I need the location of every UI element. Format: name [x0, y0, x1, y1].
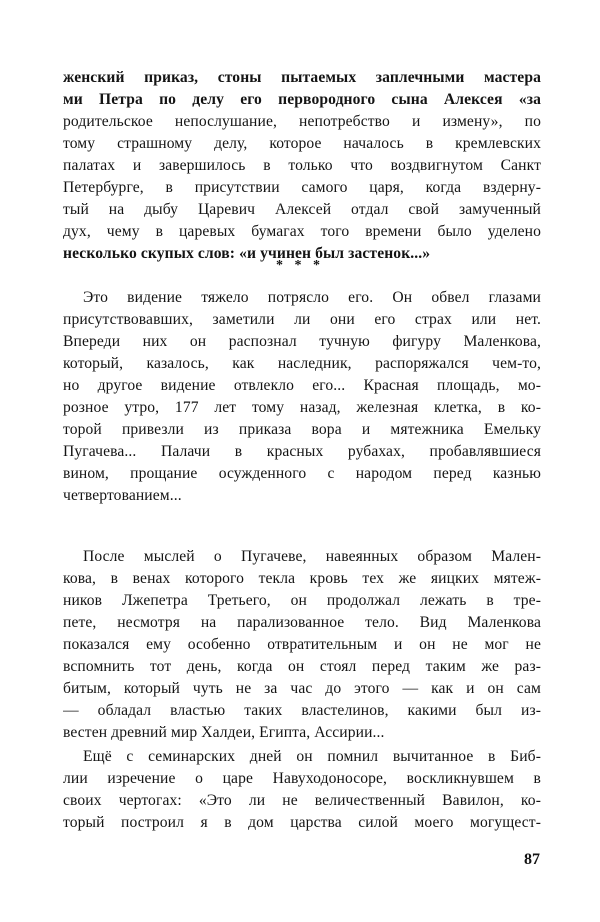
text-line: но другое видение отвлекло его... Красная площадь, мо- — [63, 377, 541, 394]
text-line: несколько скупых слов: «и учинен был застенок...» — [63, 245, 431, 262]
text-line: Петербурге, в присутствии самого царя, когда вздерну- — [63, 179, 541, 196]
text-line: родительское непослушание, непотребство и измену», по — [63, 113, 541, 130]
text-line: торой привезли из приказа вора и мятежника Емельку — [63, 421, 541, 438]
text-line: палатах и завершилось в только что воздвигнутом Санкт — [63, 157, 541, 174]
text-line: который, казалось, как наследник, распоряжался чем-то, — [63, 355, 541, 372]
text-line: дух, чему в царевых бумагах того времени было уделено — [63, 223, 541, 240]
text-line: вестен древний мир Халдеи, Египта, Ассирии... — [63, 724, 385, 741]
text-line: Это видение тяжело потрясло его. Он обвел глазами — [83, 289, 541, 306]
text-line: своих чертогах: «Это ли не величественный Вавилон, ко- — [63, 792, 541, 809]
text-line: тому страшному делу, которое началось в кремлевских — [63, 135, 541, 152]
text-line: присутствовавших, заметили ли они его страх или нет. — [63, 311, 541, 328]
text-line: пете, несмотря на парализованное тело. Вид Маленкова — [63, 614, 541, 631]
text-line: После мыслей о Пугачеве, навеянных образом Мален- — [83, 548, 541, 565]
text-line: Ещё с семинарских дней он помнил вычитанное в Биб- — [83, 748, 541, 765]
text-line: ников Лжепетра Третьего, он продолжал лежать в тре- — [63, 592, 541, 609]
text-line: тый на дыбу Царевич Алексей отдал свой замученный — [63, 201, 541, 218]
text-line: вином, прощание осужденного с народом перед казнью — [63, 465, 541, 482]
text-line: кова, в венах которого текла кровь тех же яицких мятеж- — [63, 570, 541, 587]
text-line: женский приказ, стоны пытаемых заплечными мастера — [63, 69, 541, 86]
page-number: 87 — [524, 851, 540, 868]
text-line: Пугачева... Палачи в красных рубахах, пробавлявшиеся — [63, 443, 541, 460]
text-line: розное утро, 177 лет тому назад, железная клетка, в ко- — [63, 399, 541, 416]
text-line: Впереди них он распознал тучную фигуру Маленкова, — [63, 333, 541, 350]
text-line: показался ему особенно отвратительным и он не мог не — [63, 636, 541, 653]
text-line: торый построил я в дом царства силой моего могущест- — [63, 814, 541, 831]
text-line: вспомнить тот день, когда он стоял перед таким же раз- — [63, 658, 541, 675]
text-line: четвертованием... — [63, 487, 182, 504]
text-line: битым, который чуть не за час до этого — как и он сам — [63, 680, 541, 697]
text-line: лии изречение о царе Навуходоносоре, воскликнувшем в — [63, 770, 541, 787]
section-separator: * * * — [276, 258, 324, 273]
text-line: ми Петра по делу его первородного сына Алексея «за — [63, 91, 541, 108]
text-line: — обладал властью таких властелинов, какими был из- — [63, 702, 541, 719]
